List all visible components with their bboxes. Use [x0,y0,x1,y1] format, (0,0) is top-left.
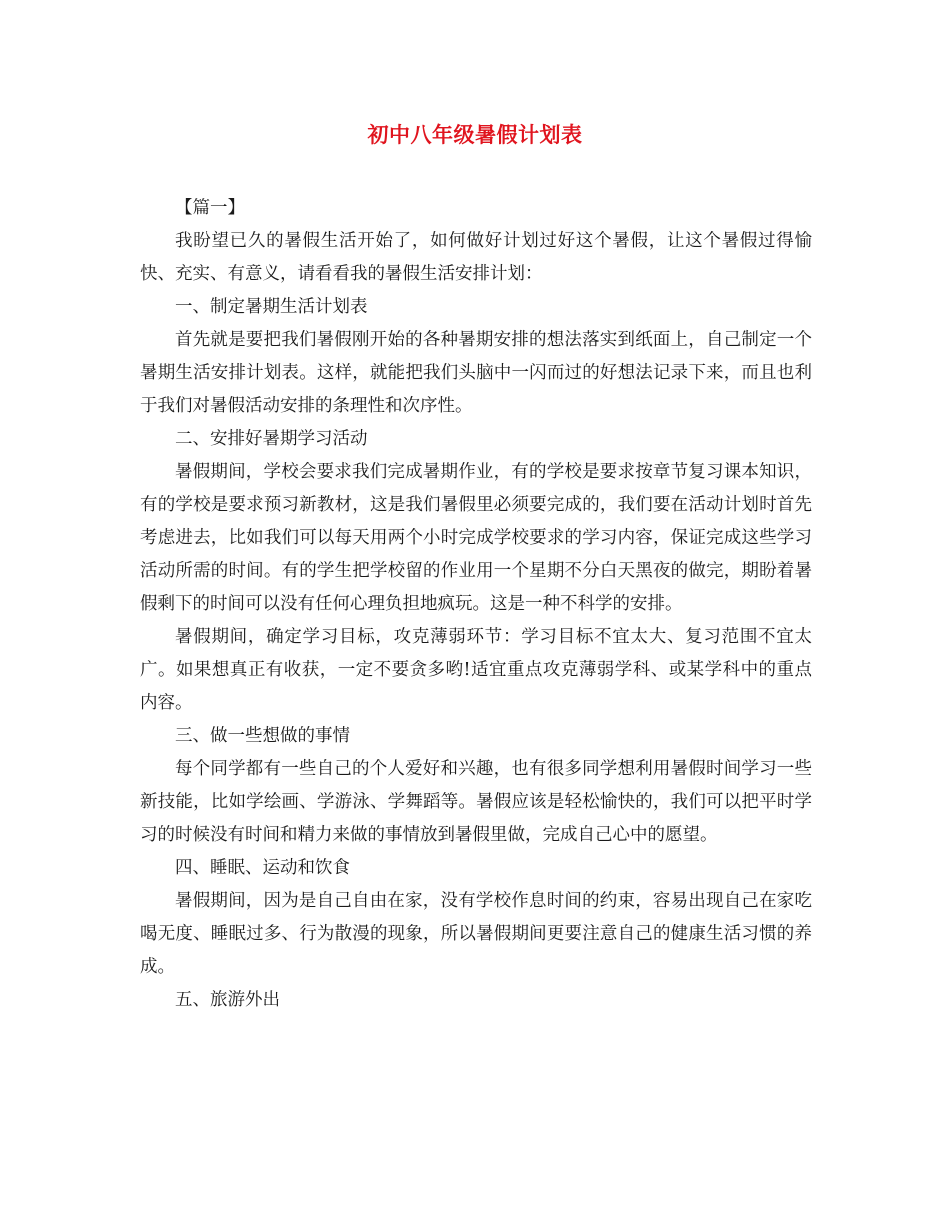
section-heading: 二、安排好暑期学习活动 [175,429,368,449]
body-paragraph: 每个同学都有一些自己的个人爱好和兴趣，也有很多同学想利用暑假时间学习一些新技能，比如学绘画、学游泳、学舞蹈等。暑假应该是轻松愉快的，我们可以把平时学习的时候没有时间和精力来做的事情放到暑假里做，完成自己心中的愿望。 [140,759,812,845]
body-paragraph: 暑假期间，因为是自己自由在家，没有学校作息时间的约束，容易出现自己在家吃喝无度、睡眠过多、行为散漫的现象，所以暑假期间更要注意自己的健康生活习惯的养成。 [140,891,812,977]
body-paragraph: 暑假期间，学校会要求我们完成暑期作业，有的学校是要求按章节复习课本知识，有的学校是要求预习新教材，这是我们暑假里必须要完成的，我们要在活动计划时首先考虑进去，比如我们可以每天用两个小时完成学校要求的学习内容，保证完成这些学习活动所需的时间。有的学生把学校留的作业用一个星期不分白天黑夜的做完，期盼着暑假剩下的时间可以没有任何心理负担地疯玩。这是一种不科学的安排。 [140,462,812,614]
section-heading: 三、做一些想做的事情 [175,726,350,746]
section-heading: 五、旅游外出 [175,990,280,1010]
section-marker: 【篇一】 [175,198,245,218]
section-heading: 四、睡眠、运动和饮食 [175,858,350,878]
document-title: 初中八年级暑假计划表 [367,122,583,147]
body-paragraph: 首先就是要把我们暑假刚开始的各种暑期安排的想法落实到纸面上，自己制定一个暑期生活安排计划表。这样，就能把我们头脑中一闪而过的好想法记录下来，而且也利于我们对暑假活动安排的条理性和次序性。 [140,330,812,416]
document-body [140,192,812,1017]
intro-paragraph: 我盼望已久的暑假生活开始了，如何做好计划过好这个暑假，让这个暑假过得愉快、充实、有意义，请看看我的暑假生活安排计划： [140,231,812,284]
section-heading: 一、制定暑期生活计划表 [175,297,368,317]
body-paragraph: 暑假期间，确定学习目标，攻克薄弱环节：学习目标不宜太大、复习范围不宜太广。如果想真正有收获，一定不要贪多哟!适宜重点攻克薄弱学科、或某学科中的重点内容。 [140,627,812,713]
